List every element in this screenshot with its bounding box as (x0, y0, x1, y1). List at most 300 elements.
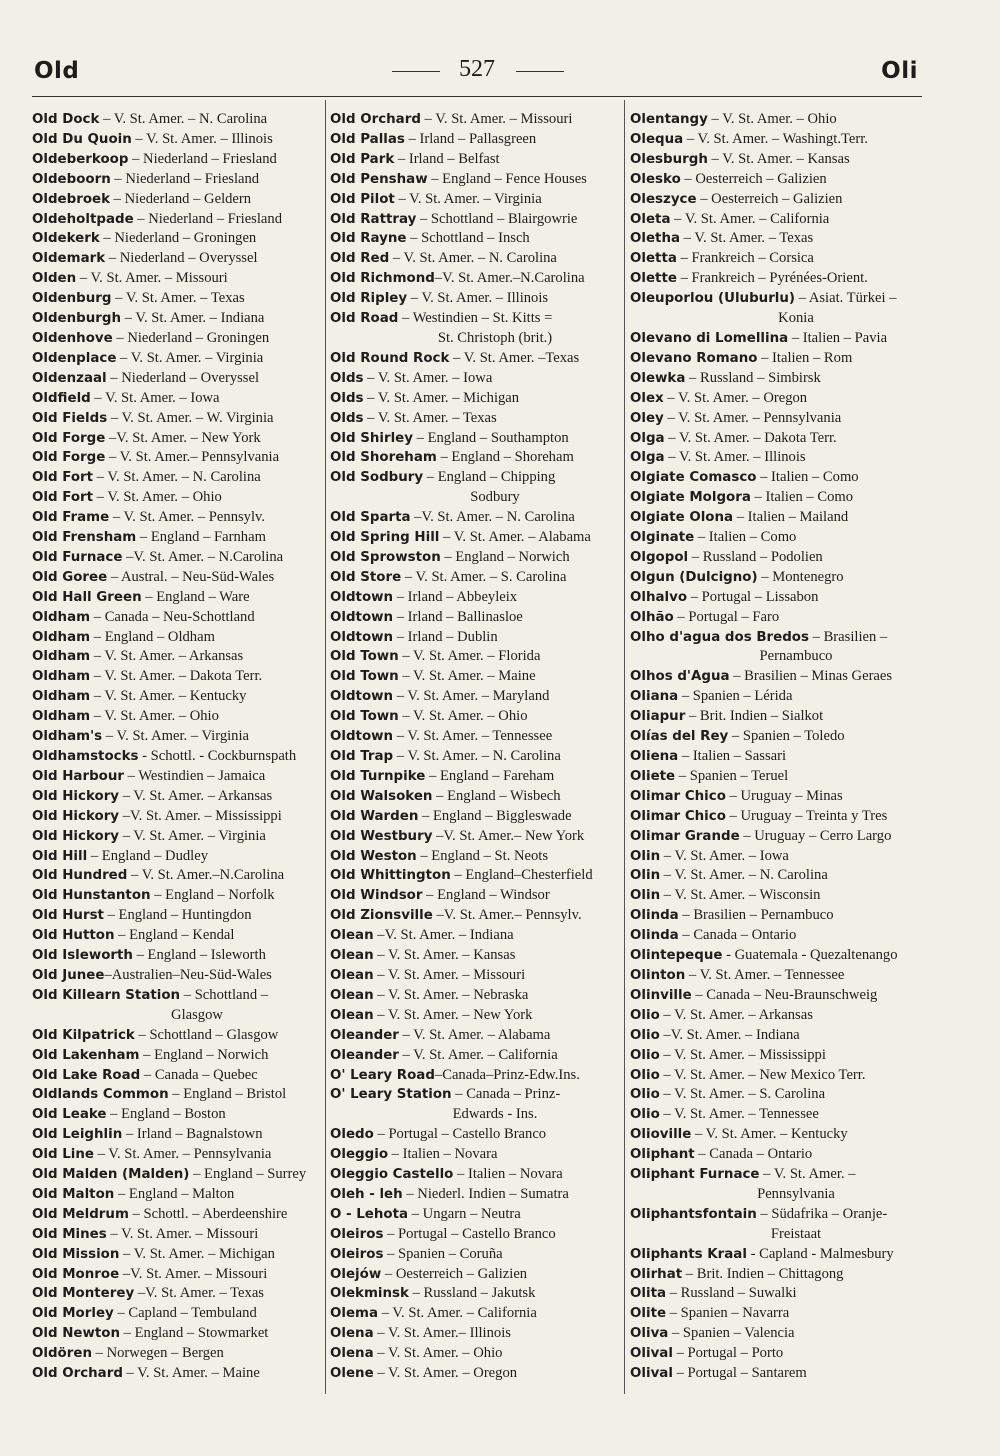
place-location: –V. St. Amer.–N.Carolina (434, 270, 585, 287)
place-name: Olho d'agua dos Bredos (630, 629, 809, 645)
gazetteer-entry (630, 488, 922, 508)
place-location-continued: St. Christoph (brit.) (437, 329, 553, 346)
place-name: Old Pilot (330, 191, 395, 207)
gazetteer-entry (330, 667, 620, 687)
place-location: –V. St. Amer.– New York (432, 827, 585, 844)
gazetteer-entry (32, 269, 322, 289)
place-location: – V. St. Amer. – Missouri (373, 966, 526, 983)
place-name: Olgiate Molgora (630, 490, 751, 506)
place-location: – England – Farnham (136, 529, 266, 546)
place-name: Olio (630, 1067, 660, 1083)
gazetteer-entry (330, 827, 620, 847)
place-location: – Frankreich – Corsica (676, 250, 814, 267)
place-name: Old Sodbury (330, 470, 424, 486)
place-name: Oldebroek (32, 191, 111, 207)
gazetteer-entry (630, 190, 922, 210)
place-name: Olio (630, 1007, 660, 1023)
gazetteer-entry (32, 309, 322, 329)
place-location: – V. St. Amer. – Missouri (420, 111, 573, 127)
gazetteer-entry (630, 1205, 922, 1245)
place-location: –V. St. Amer. – Missouri (119, 1265, 268, 1282)
gazetteer-entry (630, 1344, 922, 1364)
gazetteer-entry (32, 229, 322, 249)
place-name: Old Shirley (330, 430, 413, 446)
gazetteer-entry (32, 687, 322, 707)
gazetteer-entry (630, 568, 922, 588)
gazetteer-entry (630, 707, 922, 727)
gazetteer-entry (330, 309, 620, 349)
gazetteer-entry (330, 1006, 620, 1026)
place-name: Old Round Rock (330, 350, 450, 366)
place-name: Olean (330, 948, 374, 964)
place-name: Oldenburg (32, 291, 112, 307)
place-location: – V. St. Amer. – California (670, 210, 830, 227)
gazetteer-entry (630, 847, 922, 867)
place-name: Old Isleworth (32, 948, 133, 964)
gazetteer-entry (330, 647, 620, 667)
place-name: Old Fields (32, 410, 108, 426)
gazetteer-entry (630, 249, 922, 269)
gazetteer-entry (32, 409, 322, 429)
column-2 (330, 110, 620, 1384)
place-location: – Brasilien – Pernambuco (678, 907, 834, 924)
place-location: – V. St. Amer. – Oregon (373, 1365, 518, 1382)
place-location: – Italien – Sassari (678, 748, 787, 764)
place-name: Oliana (630, 689, 679, 705)
place-name: Old Zionsville (330, 908, 433, 924)
place-location: – V. St. Amer. – Illinois (664, 449, 806, 466)
place-location: – Portugal – Castello Branco (373, 1126, 547, 1143)
place-name: Old Kilpatrick (32, 1027, 135, 1043)
place-name: Oliphants Kraal (630, 1246, 747, 1262)
place-location: – Brit. Indien – Sialkot (685, 708, 824, 725)
place-location: – England – Bristol (168, 1086, 287, 1103)
place-name: Olga (630, 450, 665, 466)
place-location: – V. St. Amer. – Tennessee (685, 966, 845, 983)
place-name: Old Malton (32, 1186, 115, 1202)
place-name: Old Goree (32, 569, 108, 585)
gazetteer-entry (330, 966, 620, 986)
running-head-right: Oli (881, 58, 918, 84)
gazetteer-entry (330, 906, 620, 926)
place-name: Oldham (32, 709, 91, 725)
place-location: – V. St. Amer. – Virginia (116, 349, 264, 366)
place-name: Oldeberkoop (32, 151, 129, 167)
place-name: Old Hurst (32, 908, 104, 924)
place-location: – England – Norwich (139, 1046, 269, 1063)
column-1 (32, 110, 322, 1384)
place-location: – V. St. Amer. – Iowa (90, 389, 220, 406)
place-location: – V. St. Amer. – Virginia (102, 728, 249, 745)
gazetteer-entry (630, 667, 922, 687)
gazetteer-entry (630, 1145, 922, 1165)
gazetteer-entry (32, 827, 322, 847)
place-location: – Uruguay – Minas (725, 787, 843, 804)
gazetteer-entry (630, 110, 922, 130)
place-name: Old Lakenham (32, 1047, 140, 1063)
place-location: – V. St. Amer. – Dakota Terr. (664, 429, 837, 446)
place-name: Oliphant Furnace (630, 1167, 760, 1183)
place-name: Old Junee (32, 967, 105, 983)
place-name: Old Sparta (330, 510, 411, 526)
gazetteer-entry (330, 289, 620, 309)
place-location: – V. St. Amer. – Dakota Terr. (90, 668, 263, 685)
place-name: Old Walsoken (330, 788, 433, 804)
place-name: Olinville (630, 987, 692, 1003)
place-location: – Italien – Como (694, 529, 797, 546)
gazetteer-entry (32, 448, 322, 468)
place-location: – England – Windsor (422, 887, 550, 904)
place-name: Oledo (330, 1127, 374, 1143)
place-name: Oldtown (330, 589, 394, 605)
gazetteer-entry (630, 150, 922, 170)
gazetteer-entry (32, 110, 322, 130)
gazetteer-entry (630, 508, 922, 528)
gazetteer-entry (330, 1344, 620, 1364)
gazetteer-entry (630, 727, 922, 747)
place-location: – Portugal – Santarem (672, 1365, 807, 1382)
place-name: Old Road (330, 311, 399, 327)
place-name: Olena (330, 1346, 374, 1362)
gazetteer-entry (32, 946, 322, 966)
place-name: Oldhamstocks (32, 749, 139, 764)
place-location: – V. St. Amer. – Tennessee (393, 728, 553, 745)
place-location: – V. St. Amer.–N.Carolina (127, 867, 285, 884)
place-name: Olin (630, 868, 661, 884)
gazetteer-entry (330, 170, 620, 190)
gazetteer-entry (330, 1265, 620, 1285)
place-location: – V. St. Amer. – Arkansas (119, 787, 273, 804)
gazetteer-entry (330, 568, 620, 588)
gazetteer-entry (630, 1066, 922, 1086)
place-location: – Italien – Pavia (788, 329, 888, 346)
place-location: – V. St. Amer. – Ohio (90, 708, 219, 725)
place-name: Olesburgh (630, 151, 708, 167)
gazetteer-entry (32, 1364, 322, 1384)
place-location-continued: Pennsylvania (757, 1185, 835, 1202)
place-location: – V. St. Amer. – N. Carolina (389, 250, 557, 267)
place-location: – Niederland – Overyssel (105, 250, 258, 267)
place-name: Olimar Chico (630, 788, 726, 804)
gazetteer-entry (32, 508, 322, 528)
place-name: Olgiate Comasco (630, 470, 757, 486)
place-name: Olival (630, 1346, 673, 1362)
place-location-continued: Sodbury (470, 489, 520, 506)
gazetteer-entry (32, 528, 322, 548)
gazetteer-entry (32, 866, 322, 886)
gazetteer-entry (330, 548, 620, 568)
gazetteer-entry (330, 468, 620, 508)
gazetteer-entry (330, 1205, 620, 1225)
place-name: Oleggio Castello (330, 1167, 454, 1183)
place-location: – Westindien – St. Kitts = (398, 310, 553, 327)
place-location: – V. St. Amer. – Kentucky (90, 688, 247, 705)
place-name: Oliapur (630, 709, 686, 725)
place-location: – V. St. Amer. – Kansas (373, 947, 516, 964)
gazetteer-entry (32, 807, 322, 827)
place-location: – V. St. Amer. – Nebraska (373, 986, 529, 1003)
place-location: – V. St. Amer. – Virginia (394, 190, 542, 207)
place-location: – V. St. Amer. – S. Carolina (659, 1086, 826, 1103)
place-name: Old Park (330, 151, 395, 167)
place-location: – V. St. Amer. – Indiana (121, 310, 265, 327)
header-dash-right (516, 71, 564, 72)
place-name: Oldeboorn (32, 171, 111, 187)
place-location: – Canada – Prinz- (451, 1086, 561, 1103)
place-location: – Schottland – (180, 986, 269, 1003)
place-name: Old Fort (32, 470, 94, 486)
gazetteer-entry (630, 1304, 922, 1324)
place-location: – England – Oldham (90, 628, 215, 645)
place-location: – V. St. Amer. – Florida (398, 648, 541, 665)
place-name: Old Frensham (32, 530, 137, 546)
place-location: – V. St. Amer. – Texas (680, 230, 814, 247)
place-location-continued: Glasgow (171, 1006, 223, 1023)
place-name: Olette (630, 271, 677, 287)
gazetteer-entry (32, 1245, 322, 1265)
gazetteer-entry (32, 429, 322, 449)
place-location: –V. St. Amer.– Pennsylv. (432, 907, 582, 924)
place-name: Olewka (630, 370, 686, 386)
gazetteer-entry (32, 249, 322, 269)
place-name: Olequa (630, 131, 684, 147)
place-location: – England–Chesterfield (450, 867, 593, 884)
place-location: - Schottl. - Cockburnspath (138, 748, 297, 764)
place-name: Old Shoreham (330, 450, 437, 466)
place-location: – Niederland – Overyssel (106, 369, 260, 386)
place-name: Oldenhove (32, 330, 113, 346)
place-name: Olio (630, 1107, 660, 1123)
gazetteer-entry (330, 946, 620, 966)
place-name: Olex (630, 390, 664, 406)
place-location: – Canada – Neu-Schottland (90, 608, 255, 625)
place-location: – Montenegro (757, 568, 844, 585)
place-name: Old Fort (32, 490, 94, 506)
place-location: – Uruguay – Treinta y Tres (725, 807, 888, 824)
place-name: Olean (330, 1007, 374, 1023)
gazetteer-entry (32, 289, 322, 309)
place-name: Oliena (630, 749, 679, 764)
gazetteer-entry (630, 170, 922, 190)
place-location: – Asiat. Türkei – (795, 290, 897, 307)
place-name: Old Monroe (32, 1266, 120, 1282)
gazetteer-entry (32, 667, 322, 687)
place-location: – England – Ware (141, 588, 250, 605)
gazetteer-entry (630, 747, 922, 767)
place-location: – Schottl. – Aberdeenshire (128, 1205, 288, 1222)
place-location: – V. St. Amer. – Tennessee (659, 1106, 819, 1123)
gazetteer-entry (32, 568, 322, 588)
place-location: – V. St. Amer. – Wisconsin (660, 887, 821, 904)
place-location: – Italien – Novara (453, 1166, 563, 1183)
place-location: – Canada – Neu-Braunschweig (691, 986, 878, 1003)
place-name: Oleuporlou (Uluburlu) (630, 291, 796, 307)
gazetteer-entry (330, 249, 620, 269)
place-location: – Brasilien – Minas Geraes (729, 668, 893, 685)
place-name: Olema (330, 1306, 379, 1322)
place-location: –Canada–Prinz-Edw.Ins. (434, 1066, 580, 1083)
place-location: – V. St. Amer. – Mississippi (659, 1046, 826, 1063)
gazetteer-entry (330, 528, 620, 548)
place-name: Oleiros (330, 1246, 384, 1262)
place-location: – Italien – Mailand (733, 509, 849, 526)
gazetteer-entry (330, 349, 620, 369)
place-name: Old Leake (32, 1107, 107, 1123)
gazetteer-entry (330, 429, 620, 449)
place-location: – England – Norfolk (150, 887, 275, 904)
gazetteer-entry (630, 906, 922, 926)
place-location: –V. St. Amer. – N.Carolina (122, 548, 284, 565)
place-name: Old Rayne (330, 231, 407, 247)
place-name: Olimar Grande (630, 828, 740, 844)
place-name: Olio (630, 1047, 660, 1063)
place-location: – England – Fence Houses (427, 170, 587, 187)
gazetteer-entry (330, 1284, 620, 1304)
place-name: Oldham (32, 689, 91, 705)
place-name: Oldham (32, 629, 91, 645)
place-location: – V. St. Amer. – Kentucky (691, 1126, 848, 1143)
place-location: – Frankreich – Pyrénées-Orient. (676, 270, 868, 287)
place-name: Old Malden (Malden) (32, 1167, 190, 1183)
place-location: – Spanien – Teruel (675, 767, 789, 784)
place-location: –V. St. Amer. – Indiana (373, 927, 514, 944)
place-location: – Italien – Como (750, 489, 854, 506)
place-name: Olías del Rey (630, 729, 729, 745)
gazetteer-entry (630, 1046, 922, 1066)
gazetteer-entry (330, 389, 620, 409)
place-location: – England – Stowmarket (120, 1325, 269, 1342)
place-name: Old Hall Green (32, 589, 142, 605)
place-location: – Portugal – Lissabon (687, 588, 819, 605)
place-name: Oletta (630, 251, 677, 267)
place-name: Old Store (330, 569, 402, 585)
gazetteer-entry (32, 329, 322, 349)
gazetteer-entry (330, 130, 620, 150)
place-name: Olean (330, 967, 374, 983)
place-location: – Russland – Jakutsk (408, 1285, 536, 1302)
gazetteer-entry (630, 608, 922, 628)
gazetteer-entry (630, 229, 922, 249)
gazetteer-entry (630, 289, 922, 329)
place-name: Olds (330, 390, 364, 406)
gazetteer-entry (630, 468, 922, 488)
place-name: Olgiate Olona (630, 510, 734, 526)
gazetteer-entry (32, 906, 322, 926)
page-number: 527 (459, 56, 495, 82)
gazetteer-entry (630, 1165, 922, 1205)
place-name: Old Warden (330, 808, 419, 824)
place-name: Old Furnace (32, 549, 123, 565)
place-name: Old Richmond (330, 271, 435, 287)
gazetteer-entry (330, 687, 620, 707)
place-name: Olene (330, 1366, 374, 1382)
gazetteer-entry (630, 1284, 922, 1304)
place-location: – England – Biggleswade (418, 807, 572, 824)
place-name: Olirhat (630, 1266, 683, 1282)
place-location: – Irland – Pallasgreen (404, 130, 537, 147)
place-name: Old Monterey (32, 1286, 135, 1302)
place-name: Old Westbury (330, 828, 433, 844)
place-location: – V. St. Amer. – California (398, 1046, 558, 1063)
place-location: – Spanien – Valencia (668, 1325, 795, 1342)
place-location: – England – Isleworth (132, 947, 266, 964)
place-name: Old Spring Hill (330, 530, 440, 546)
gazetteer-entry (330, 986, 620, 1006)
gazetteer-entry (32, 1324, 322, 1344)
place-name: Oldemark (32, 251, 106, 267)
gazetteer-entry (630, 1324, 922, 1344)
place-location: – V. St. Amer. – Arkansas (90, 648, 244, 665)
place-location: – V. St. Amer. – Pennsylvania (93, 1146, 272, 1163)
gazetteer-entry (32, 886, 322, 906)
place-name: Old Town (330, 669, 399, 685)
gazetteer-entry (330, 210, 620, 230)
place-name: Olival (630, 1366, 673, 1382)
gazetteer-entry (630, 1105, 922, 1125)
place-location: – V. St. Amer. – Michigan (363, 389, 520, 406)
gazetteer-entry (330, 628, 620, 648)
gazetteer-entry (330, 150, 620, 170)
gazetteer-entry (32, 1125, 322, 1145)
place-name: Old Forge (32, 450, 106, 466)
place-location: – Niederland – Geldern (110, 190, 252, 207)
place-location: – Italien – Novara (388, 1146, 498, 1163)
place-name: Oleszyce (630, 191, 697, 207)
place-name: Old Newton (32, 1326, 121, 1342)
gazetteer-entry (32, 727, 322, 747)
place-name: Olimar Chico (630, 808, 726, 824)
place-name: Olinton (630, 967, 686, 983)
place-location: – Portugal – Porto (672, 1345, 784, 1362)
place-location: – Oesterreich – Galizien (680, 170, 827, 187)
place-location: – England – Fareham (425, 767, 555, 784)
gazetteer-entry (32, 1105, 322, 1125)
gazetteer-entry (330, 448, 620, 468)
place-location: – Uruguay – Cerro Largo (739, 827, 892, 844)
place-name: Olioville (630, 1127, 692, 1143)
gazetteer-entry (32, 349, 322, 369)
place-location: –V. St. Amer. – N. Carolina (410, 509, 575, 526)
place-name: Old Leighlin (32, 1127, 123, 1143)
gazetteer-entry (330, 886, 620, 906)
place-name: Oleggio (330, 1147, 389, 1163)
place-name: Oldenzaal (32, 370, 107, 386)
place-location: – V. St. Amer. – Washingt.Terr. (683, 130, 868, 147)
place-name: Old Whittington (330, 868, 451, 884)
gazetteer-entry (32, 787, 322, 807)
gazetteer-entry (32, 1026, 322, 1046)
place-location: – V. St. Amer. – Ohio (707, 111, 837, 127)
place-name: Oleander (330, 1027, 399, 1043)
place-location: – Schottland – Blairgowrie (416, 210, 578, 227)
place-location: – Niederland – Friesland (110, 170, 260, 187)
place-location: – Russland – Simbirsk (685, 369, 821, 386)
place-location: – Oesterreich – Galizien (381, 1265, 528, 1282)
gazetteer-entry (630, 548, 922, 568)
place-location: –V. St. Amer. – Texas (134, 1285, 264, 1302)
place-location: – V. St. Amer. – Maryland (393, 688, 550, 705)
column-separator (325, 100, 326, 1394)
place-location: – V. St. Amer. – Illinois (407, 290, 549, 307)
gazetteer-entry (330, 409, 620, 429)
place-location: – V. St. Amer. –Texas (449, 349, 580, 366)
place-name: Olesko (630, 171, 681, 187)
place-location: – Irland – Ballinasloe (393, 608, 523, 625)
gazetteer-entry (330, 1026, 620, 1046)
place-name: Old Mines (32, 1226, 107, 1242)
place-name: Old Harbour (32, 768, 124, 784)
gazetteer-entry (330, 229, 620, 249)
